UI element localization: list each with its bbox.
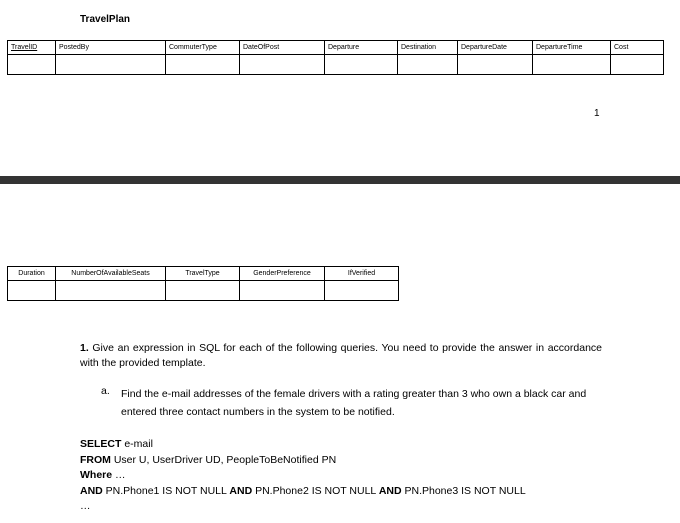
- column-header-departure: Departure: [325, 41, 398, 55]
- sql-keyword: Where: [80, 469, 113, 481]
- empty-cell: [325, 281, 399, 301]
- sql-where-line: [80, 468, 526, 484]
- sql-keyword: SELECT: [80, 438, 122, 450]
- column-header-departuretime: DepartureTime: [533, 41, 611, 55]
- empty-cell: [8, 55, 56, 75]
- empty-cell: [166, 281, 240, 301]
- table-empty-row: [8, 281, 399, 301]
- table-title: TravelPlan: [80, 14, 131, 25]
- sql-keyword: AND: [229, 484, 253, 497]
- column-header-traveltype: TravelType: [166, 267, 240, 281]
- sql-keyword: AND: [378, 484, 402, 497]
- sql-keyword: AND: [80, 484, 103, 497]
- empty-cell: [56, 281, 166, 301]
- table-header-row: [8, 267, 399, 281]
- column-header-departuredate: DepartureDate: [458, 41, 533, 55]
- empty-cell: [240, 55, 325, 75]
- sql-text: …: [112, 469, 126, 481]
- column-header-commutertype: CommuterType: [166, 41, 240, 55]
- column-header-travelid: TravelID: [8, 41, 56, 55]
- column-header-cost: Cost: [611, 41, 664, 55]
- column-header-ifverified: IfVerified: [325, 267, 399, 281]
- sql-text: PN.Phone3 IS NOT NULL: [401, 484, 526, 497]
- column-header-destination: Destination: [398, 41, 458, 55]
- empty-cell: [166, 55, 240, 75]
- column-header-dateofpost: DateOfPost: [240, 41, 325, 55]
- question-text: Give an expression in SQL for each of the following queries. You need to provide the answer in accordance with the provided template.: [80, 342, 602, 369]
- column-header-postedby: PostedBy: [56, 41, 166, 55]
- sql-select-line: [80, 437, 526, 453]
- sql-and-line: [80, 484, 526, 500]
- empty-cell: [240, 281, 325, 301]
- sql-ellipsis-line: …: [80, 500, 91, 512]
- subquestion-marker: a.: [101, 385, 110, 397]
- empty-cell: [458, 55, 533, 75]
- subquestion-text: Find the e-mail addresses of the female drivers with a rating greater than 3 who own a black car and entered three contact numbers in the system to be notified.: [121, 388, 587, 418]
- sql-text: PN.Phone1 IS NOT NULL: [102, 484, 230, 497]
- sql-text: User U, UserDriver UD, PeopleToBeNotified PN: [110, 453, 337, 466]
- travelplan-schema-table: [7, 40, 664, 75]
- page-number: 1: [594, 108, 600, 119]
- question-number: 1.: [80, 342, 89, 354]
- sql-text: PN.Phone2 IS NOT NULL: [252, 484, 379, 497]
- sql-text: e-mail: [121, 438, 153, 450]
- column-header-genderpreference: GenderPreference: [240, 267, 325, 281]
- table-header-row: [8, 41, 664, 55]
- column-header-numberofavailableseats: NumberOfAvailableSeats: [56, 267, 166, 281]
- sql-template: [80, 437, 526, 515]
- table-empty-row: [8, 55, 664, 75]
- travelplan-continued-table: [7, 266, 399, 301]
- empty-cell: [398, 55, 458, 75]
- empty-cell: [325, 55, 398, 75]
- column-header-duration: Duration: [8, 267, 56, 281]
- empty-cell: [533, 55, 611, 75]
- empty-cell: [611, 55, 664, 75]
- sql-from-line: [80, 453, 526, 469]
- question-paragraph: [80, 341, 602, 371]
- empty-cell: [8, 281, 56, 301]
- empty-cell: [56, 55, 166, 75]
- page-separator: [0, 176, 680, 184]
- sql-keyword: FROM: [80, 453, 111, 466]
